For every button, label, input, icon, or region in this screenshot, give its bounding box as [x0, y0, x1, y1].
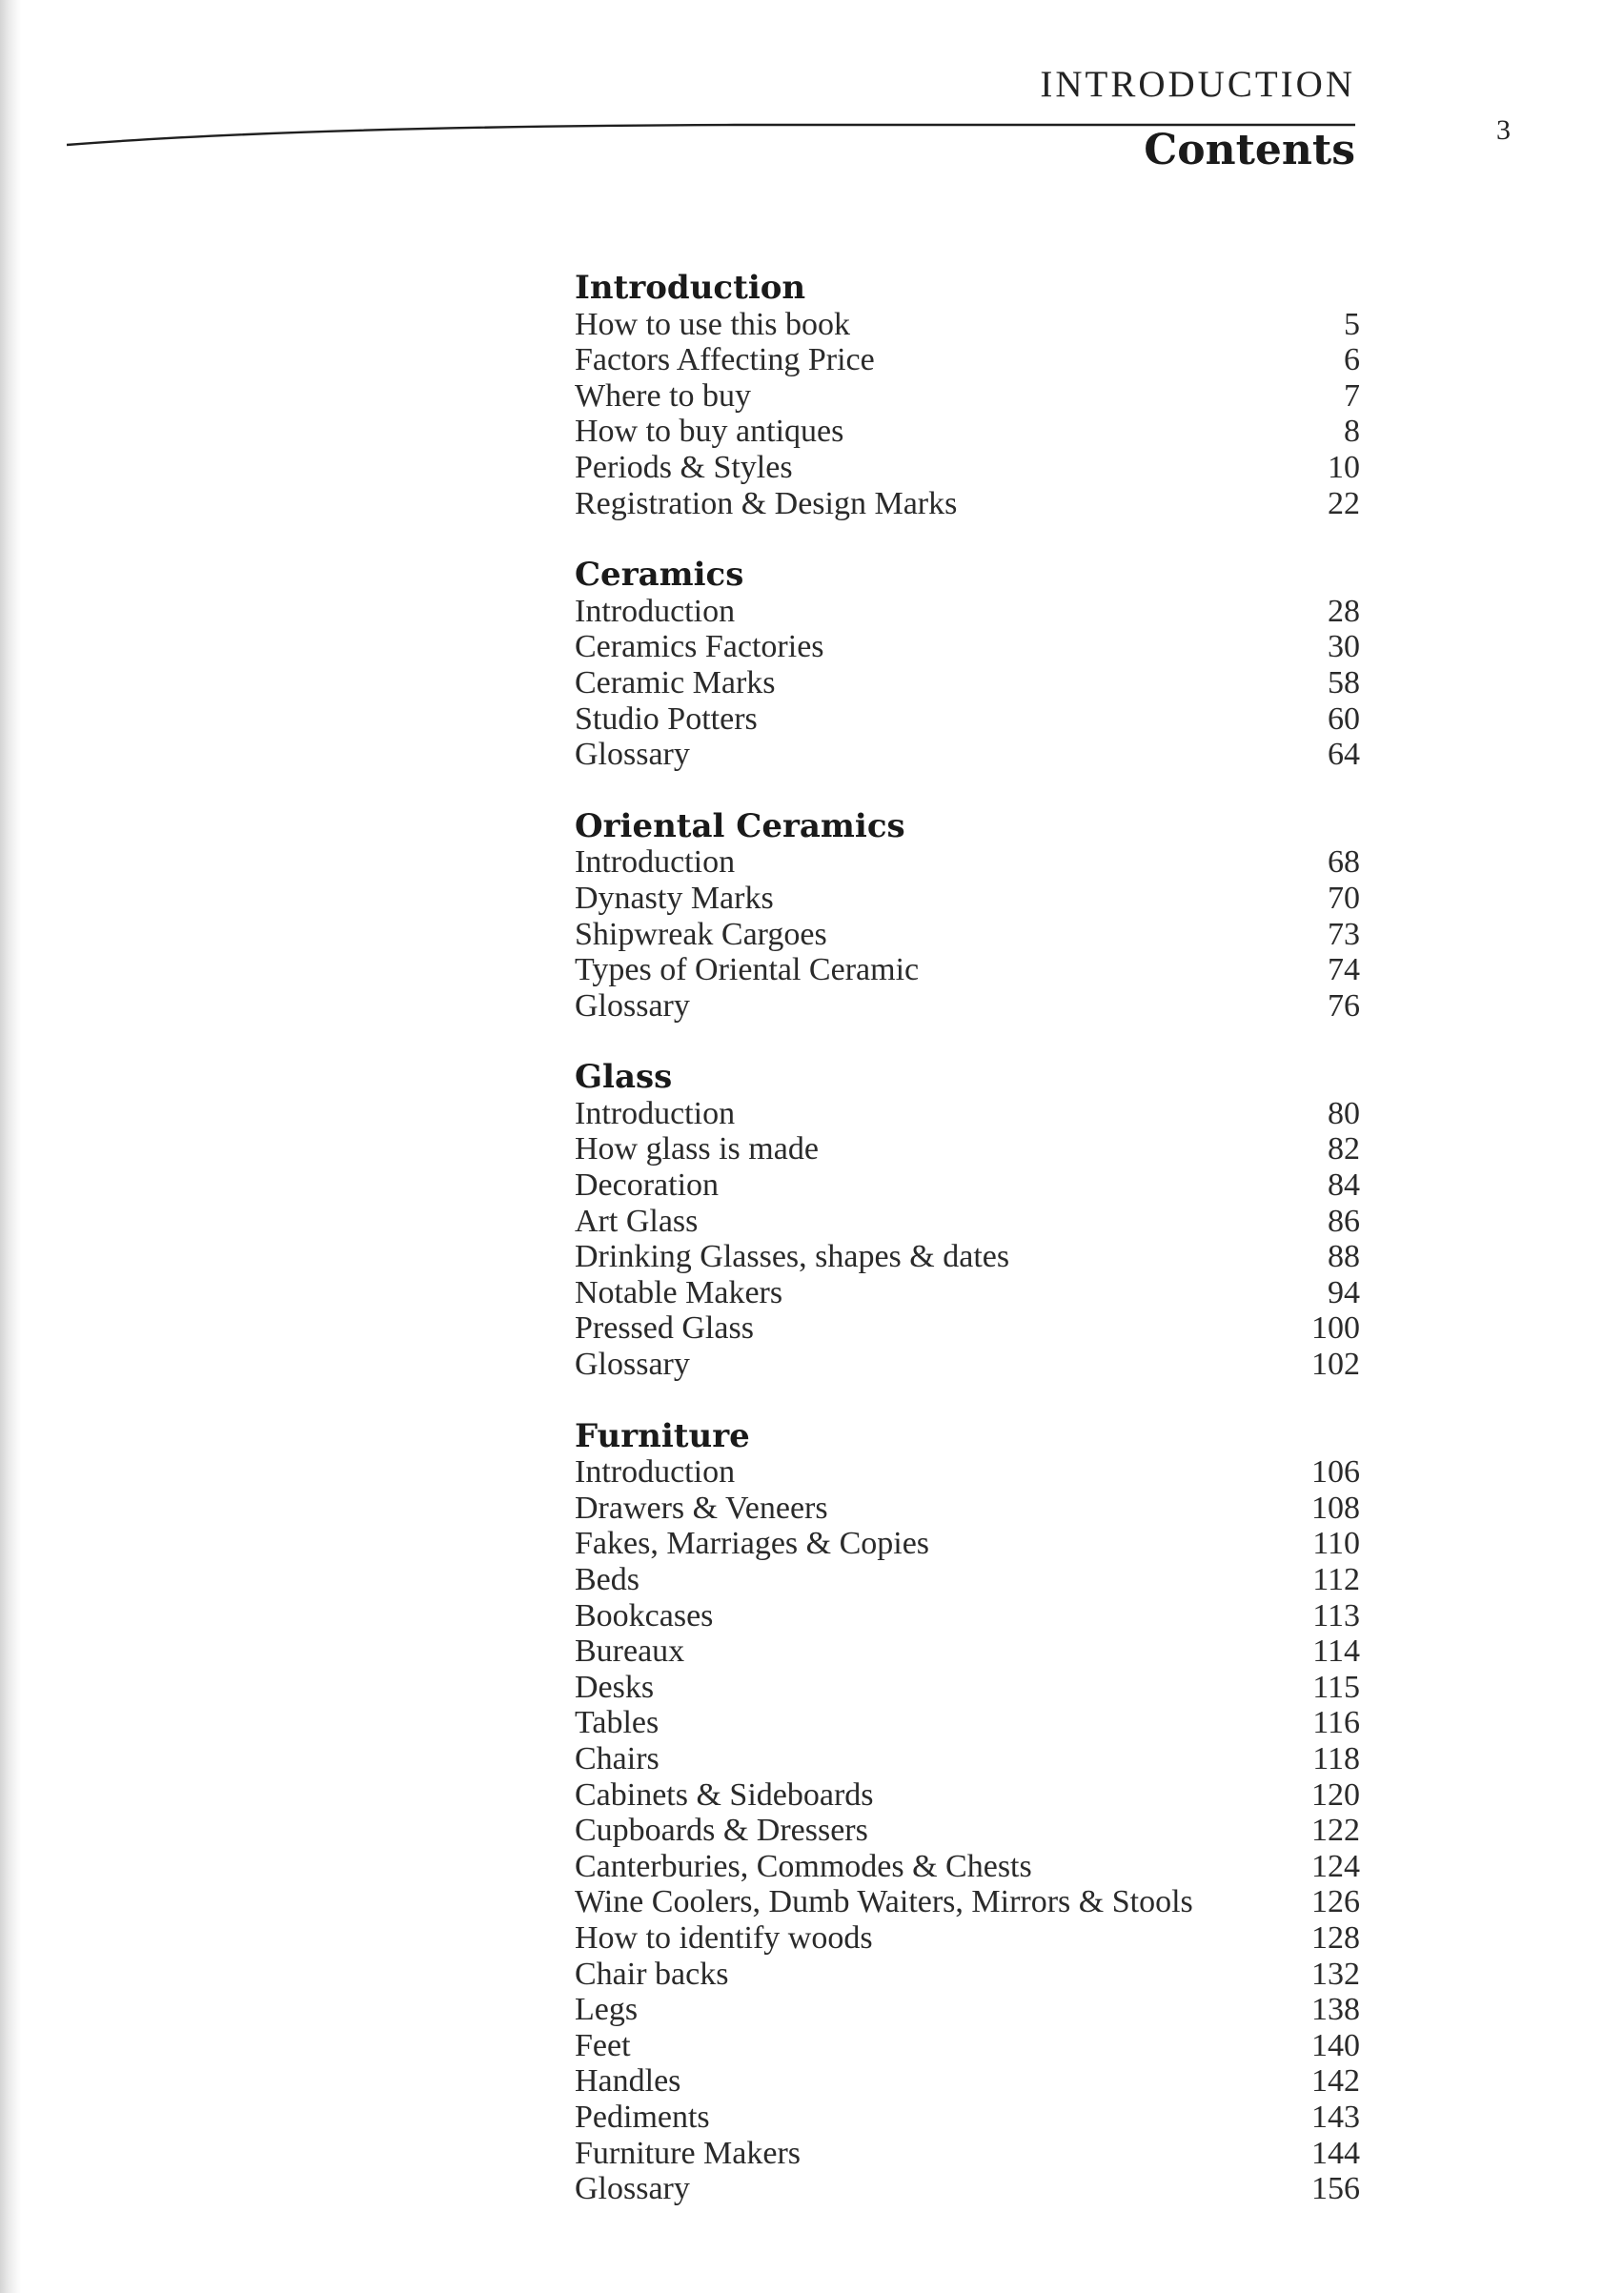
- toc-entry[interactable]: [575, 2063, 1360, 2100]
- toc-entry[interactable]: [575, 737, 1360, 773]
- toc-entry[interactable]: [575, 1741, 1360, 1777]
- toc-entry-page: 84: [1328, 1167, 1360, 1204]
- toc-entry-label: Registration & Design Marks: [575, 485, 958, 521]
- toc-entry[interactable]: [575, 1634, 1360, 1670]
- toc-entry-label: Feet: [575, 2027, 631, 2063]
- toc-entry[interactable]: [575, 307, 1360, 343]
- toc-entry-label: Bookcases: [575, 1597, 714, 1634]
- toc-entry[interactable]: [575, 2100, 1360, 2136]
- toc-entry-page: 118: [1312, 1740, 1360, 1776]
- toc-entry-label: Notable Makers: [575, 1274, 783, 1310]
- toc-entry-label: Factors Affecting Price: [575, 342, 875, 378]
- toc-entry[interactable]: [575, 1598, 1360, 1634]
- toc-entry-page: 88: [1328, 1239, 1360, 1275]
- toc-section-glass: [575, 1060, 1360, 1382]
- toc-entry[interactable]: [575, 1167, 1360, 1204]
- toc-entry-label: Glossary: [575, 2171, 690, 2207]
- toc-entry-label: Shipwreak Cargoes: [575, 916, 827, 952]
- section-heading: Introduction: [575, 269, 806, 307]
- toc-entry-page: 76: [1328, 987, 1360, 1024]
- toc-entry-label: Pediments: [575, 2099, 710, 2135]
- toc-entry-label: Glossary: [575, 987, 690, 1024]
- toc-entry[interactable]: [575, 1526, 1360, 1562]
- section-heading: Furniture: [575, 1416, 750, 1455]
- toc-entry-page: 112: [1312, 1562, 1360, 1597]
- toc-entry-page: 124: [1311, 1848, 1360, 1884]
- toc-entry[interactable]: [575, 1347, 1360, 1383]
- toc-section-oriental-ceramics: [575, 806, 1360, 1025]
- toc-entry-label: Ceramic Marks: [575, 664, 776, 700]
- toc-entry[interactable]: [575, 952, 1360, 988]
- toc-entry-page: 144: [1311, 2135, 1360, 2171]
- toc-section-introduction: [575, 271, 1360, 521]
- toc-entry-page: 58: [1328, 664, 1360, 700]
- toc-entry[interactable]: [575, 414, 1360, 450]
- toc-entry[interactable]: [575, 1777, 1360, 1814]
- toc-entry[interactable]: [575, 988, 1360, 1025]
- toc-entry-page: 110: [1312, 1526, 1360, 1562]
- toc-entry[interactable]: [575, 2028, 1360, 2064]
- toc-entry-page: 7: [1344, 377, 1360, 414]
- toc-entry-page: 80: [1328, 1095, 1360, 1131]
- toc-entry-label: Art Glass: [575, 1203, 699, 1239]
- toc-entry-label: How to identify woods: [575, 1919, 873, 1956]
- toc-entry[interactable]: [575, 378, 1360, 415]
- toc-entry-label: How glass is made: [575, 1131, 819, 1167]
- toc-entry-label: Fakes, Marriages & Copies: [575, 1526, 930, 1562]
- toc-entry-page: 28: [1328, 593, 1360, 629]
- toc-entry[interactable]: [575, 1992, 1360, 2028]
- section-heading: Ceramics: [575, 556, 744, 595]
- toc-entry[interactable]: [575, 594, 1360, 630]
- toc-entry-page: 138: [1311, 1992, 1360, 2028]
- toc-entry-page: 128: [1311, 1919, 1360, 1956]
- toc-entry[interactable]: [575, 2171, 1360, 2207]
- toc-entry[interactable]: [575, 1131, 1360, 1167]
- toc-entry-page: 30: [1328, 629, 1360, 665]
- toc-entry-label: Studio Potters: [575, 700, 758, 737]
- toc-entry-page: 106: [1311, 1454, 1360, 1491]
- toc-entry-page: 6: [1344, 342, 1360, 378]
- toc-entry-page: 113: [1312, 1597, 1360, 1634]
- toc-section-furniture: [575, 1416, 1360, 2207]
- toc-entry-label: Introduction: [575, 593, 736, 629]
- toc-entry-page: 8: [1344, 414, 1360, 450]
- toc-entry[interactable]: [575, 1957, 1360, 1993]
- toc-entry-page: 132: [1311, 1956, 1360, 1992]
- toc-entry[interactable]: [575, 844, 1360, 881]
- toc-entry-label: Cabinets & Sideboards: [575, 1776, 874, 1813]
- toc-entry[interactable]: [575, 450, 1360, 486]
- toc-entry[interactable]: [575, 1884, 1360, 1920]
- toc-section-ceramics: [575, 558, 1360, 773]
- toc-entry-page: 122: [1311, 1813, 1360, 1849]
- toc-entry-page: 70: [1328, 880, 1360, 916]
- toc-entry[interactable]: [575, 881, 1360, 917]
- toc-entry-label: How to use this book: [575, 306, 850, 342]
- toc-entry-page: 102: [1311, 1347, 1360, 1383]
- toc-entry[interactable]: [575, 1705, 1360, 1741]
- toc-entry-label: Chairs: [575, 1740, 660, 1776]
- running-head: INTRODUCTION: [1040, 64, 1355, 105]
- toc-entry-page: 86: [1328, 1203, 1360, 1239]
- section-heading: Oriental Ceramics: [575, 806, 905, 845]
- toc-entry-label: Where to buy: [575, 377, 752, 414]
- toc-entry-page: 108: [1311, 1490, 1360, 1526]
- toc-entry-page: 156: [1311, 2171, 1360, 2207]
- toc-entry-label: Glossary: [575, 737, 690, 773]
- toc-entry-label: Legs: [575, 1992, 639, 2028]
- toc-entry-label: Furniture Makers: [575, 2135, 802, 2171]
- toc-entry-page: 73: [1328, 916, 1360, 952]
- toc-entry-page: 94: [1328, 1274, 1360, 1310]
- page-title: Contents: [1144, 126, 1355, 174]
- toc-entry-label: Handles: [575, 2063, 681, 2100]
- section-heading: Glass: [575, 1058, 673, 1097]
- toc-entry-label: Introduction: [575, 1454, 736, 1491]
- toc-entry-label: Introduction: [575, 1095, 736, 1131]
- toc-entry[interactable]: [575, 1096, 1360, 1132]
- toc-entry[interactable]: [575, 1562, 1360, 1598]
- toc-entry[interactable]: [575, 629, 1360, 665]
- toc-entry[interactable]: [575, 1454, 1360, 1491]
- toc-entry-page: 142: [1311, 2063, 1360, 2100]
- toc-entry-page: 115: [1312, 1669, 1360, 1705]
- toc-entry-label: Drawers & Veneers: [575, 1490, 828, 1526]
- toc-entry-page: 5: [1344, 306, 1360, 342]
- toc-entry[interactable]: [575, 665, 1360, 701]
- toc-entry[interactable]: [575, 1275, 1360, 1311]
- toc-entry-page: 60: [1328, 700, 1360, 737]
- toc-entry-label: Cupboards & Dressers: [575, 1813, 868, 1849]
- toc-entry-label: Pressed Glass: [575, 1310, 754, 1347]
- toc-entry-label: Drinking Glasses, shapes & dates: [575, 1239, 1010, 1275]
- toc-entry[interactable]: [575, 917, 1360, 953]
- toc-entry[interactable]: [575, 1920, 1360, 1957]
- toc-entry-label: Ceramics Factories: [575, 629, 824, 665]
- toc-entry-page: 116: [1312, 1705, 1360, 1741]
- toc-entry-label: Glossary: [575, 1347, 690, 1383]
- toc-entry-page: 74: [1328, 952, 1360, 988]
- toc-entry[interactable]: [575, 701, 1360, 738]
- toc-entry-label: Beds: [575, 1562, 639, 1597]
- toc-entry-label: Introduction: [575, 844, 736, 881]
- toc-entry-label: Chair backs: [575, 1956, 729, 1992]
- toc-entry[interactable]: [575, 1310, 1360, 1347]
- toc-entry-label: Tables: [575, 1705, 660, 1741]
- toc-entry[interactable]: [575, 1204, 1360, 1240]
- page-number: 3: [1496, 114, 1511, 146]
- toc-entry[interactable]: [575, 1670, 1360, 1706]
- toc-entry-label: Dynasty Marks: [575, 880, 774, 916]
- toc-entry-label: Canterburies, Commodes & Chests: [575, 1848, 1032, 1884]
- toc-entry-label: Periods & Styles: [575, 449, 793, 485]
- toc-entry-page: 143: [1311, 2099, 1360, 2135]
- table-of-contents: [575, 271, 1360, 2243]
- toc-entry-page: 126: [1311, 1884, 1360, 1920]
- toc-entry[interactable]: [575, 2136, 1360, 2172]
- toc-entry-page: 114: [1312, 1634, 1360, 1670]
- toc-entry-page: 22: [1328, 485, 1360, 521]
- toc-entry-label: Decoration: [575, 1167, 720, 1204]
- toc-entry-label: Bureaux: [575, 1634, 685, 1670]
- toc-entry-label: Types of Oriental Ceramic: [575, 952, 920, 988]
- toc-entry-page: 68: [1328, 844, 1360, 881]
- toc-entry-page: 64: [1328, 737, 1360, 773]
- toc-entry-label: Desks: [575, 1669, 655, 1705]
- page-edge-shadow: [0, 0, 21, 2293]
- toc-entry-label: How to buy antiques: [575, 414, 844, 450]
- toc-entry[interactable]: [575, 1491, 1360, 1527]
- toc-entry-page: 120: [1311, 1776, 1360, 1813]
- toc-entry[interactable]: [575, 1849, 1360, 1885]
- toc-entry[interactable]: [575, 1239, 1360, 1275]
- toc-entry[interactable]: [575, 1813, 1360, 1849]
- toc-entry[interactable]: [575, 342, 1360, 378]
- toc-entry-page: 10: [1328, 449, 1360, 485]
- toc-entry-page: 140: [1311, 2027, 1360, 2063]
- toc-entry-page: 100: [1311, 1310, 1360, 1347]
- toc-entry-page: 82: [1328, 1131, 1360, 1167]
- toc-entry[interactable]: [575, 486, 1360, 522]
- toc-entry-label: Wine Coolers, Dumb Waiters, Mirrors & Stools: [575, 1884, 1193, 1920]
